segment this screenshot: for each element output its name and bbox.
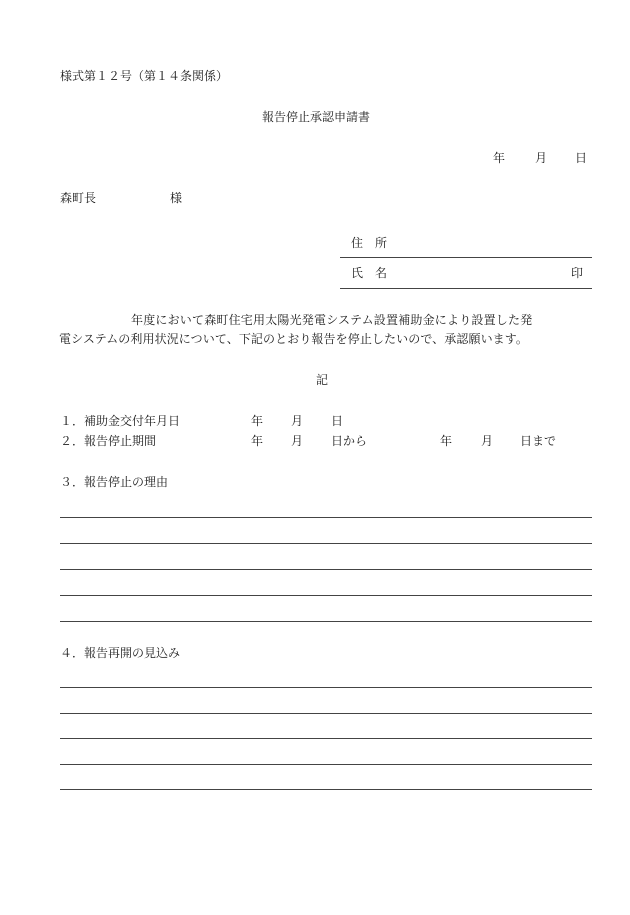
reason-line[interactable] (60, 517, 592, 518)
addressee-name: 森町長 (60, 191, 97, 205)
reason-line[interactable] (60, 621, 592, 622)
address-underline (340, 257, 592, 258)
resume-line[interactable] (60, 738, 592, 739)
reason-label: ３．報告停止の理由 (60, 475, 169, 489)
stop-to-year: 年 (440, 434, 453, 448)
stop-from-month: 月 (291, 434, 304, 448)
date-day-label: 日 (575, 151, 588, 165)
address-label: 住 所 (351, 236, 388, 250)
addressee-honorific: 様 (170, 191, 183, 205)
stop-from-year: 年 (251, 434, 264, 448)
body-line-2: 電システムの利用状況について、下記のとおり報告を停止したいので、承認願います。 (59, 332, 529, 346)
grant-date-month: 月 (291, 414, 304, 428)
stop-to-day: 日まで (520, 434, 557, 448)
resume-label: ４．報告再開の見込み (60, 646, 181, 660)
resume-line[interactable] (60, 764, 592, 765)
form-number: 様式第１２号（第１４条関係） (60, 69, 229, 83)
body-line-1: 年度において森町住宅用太陽光発電システム設置補助金により設置した発 (131, 313, 533, 327)
stop-from-day: 日から (331, 434, 368, 448)
seal-mark: 印 (571, 266, 584, 280)
reason-line[interactable] (60, 569, 592, 570)
stop-to-month: 月 (481, 434, 494, 448)
name-underline (340, 288, 592, 289)
name-label: 氏 名 (351, 266, 388, 280)
date-month-label: 月 (535, 151, 548, 165)
ki-heading: 記 (316, 373, 329, 387)
resume-line[interactable] (60, 687, 592, 688)
resume-line[interactable] (60, 713, 592, 714)
resume-line[interactable] (60, 789, 592, 790)
grant-date-day: 日 (331, 414, 344, 428)
document-title: 報告停止承認申請書 (262, 110, 371, 124)
date-year-label: 年 (493, 151, 506, 165)
stop-period-label: ２．報告停止期間 (60, 434, 157, 448)
reason-line[interactable] (60, 595, 592, 596)
grant-date-label: １．補助金交付年月日 (60, 414, 181, 428)
reason-line[interactable] (60, 543, 592, 544)
grant-date-year: 年 (251, 414, 264, 428)
